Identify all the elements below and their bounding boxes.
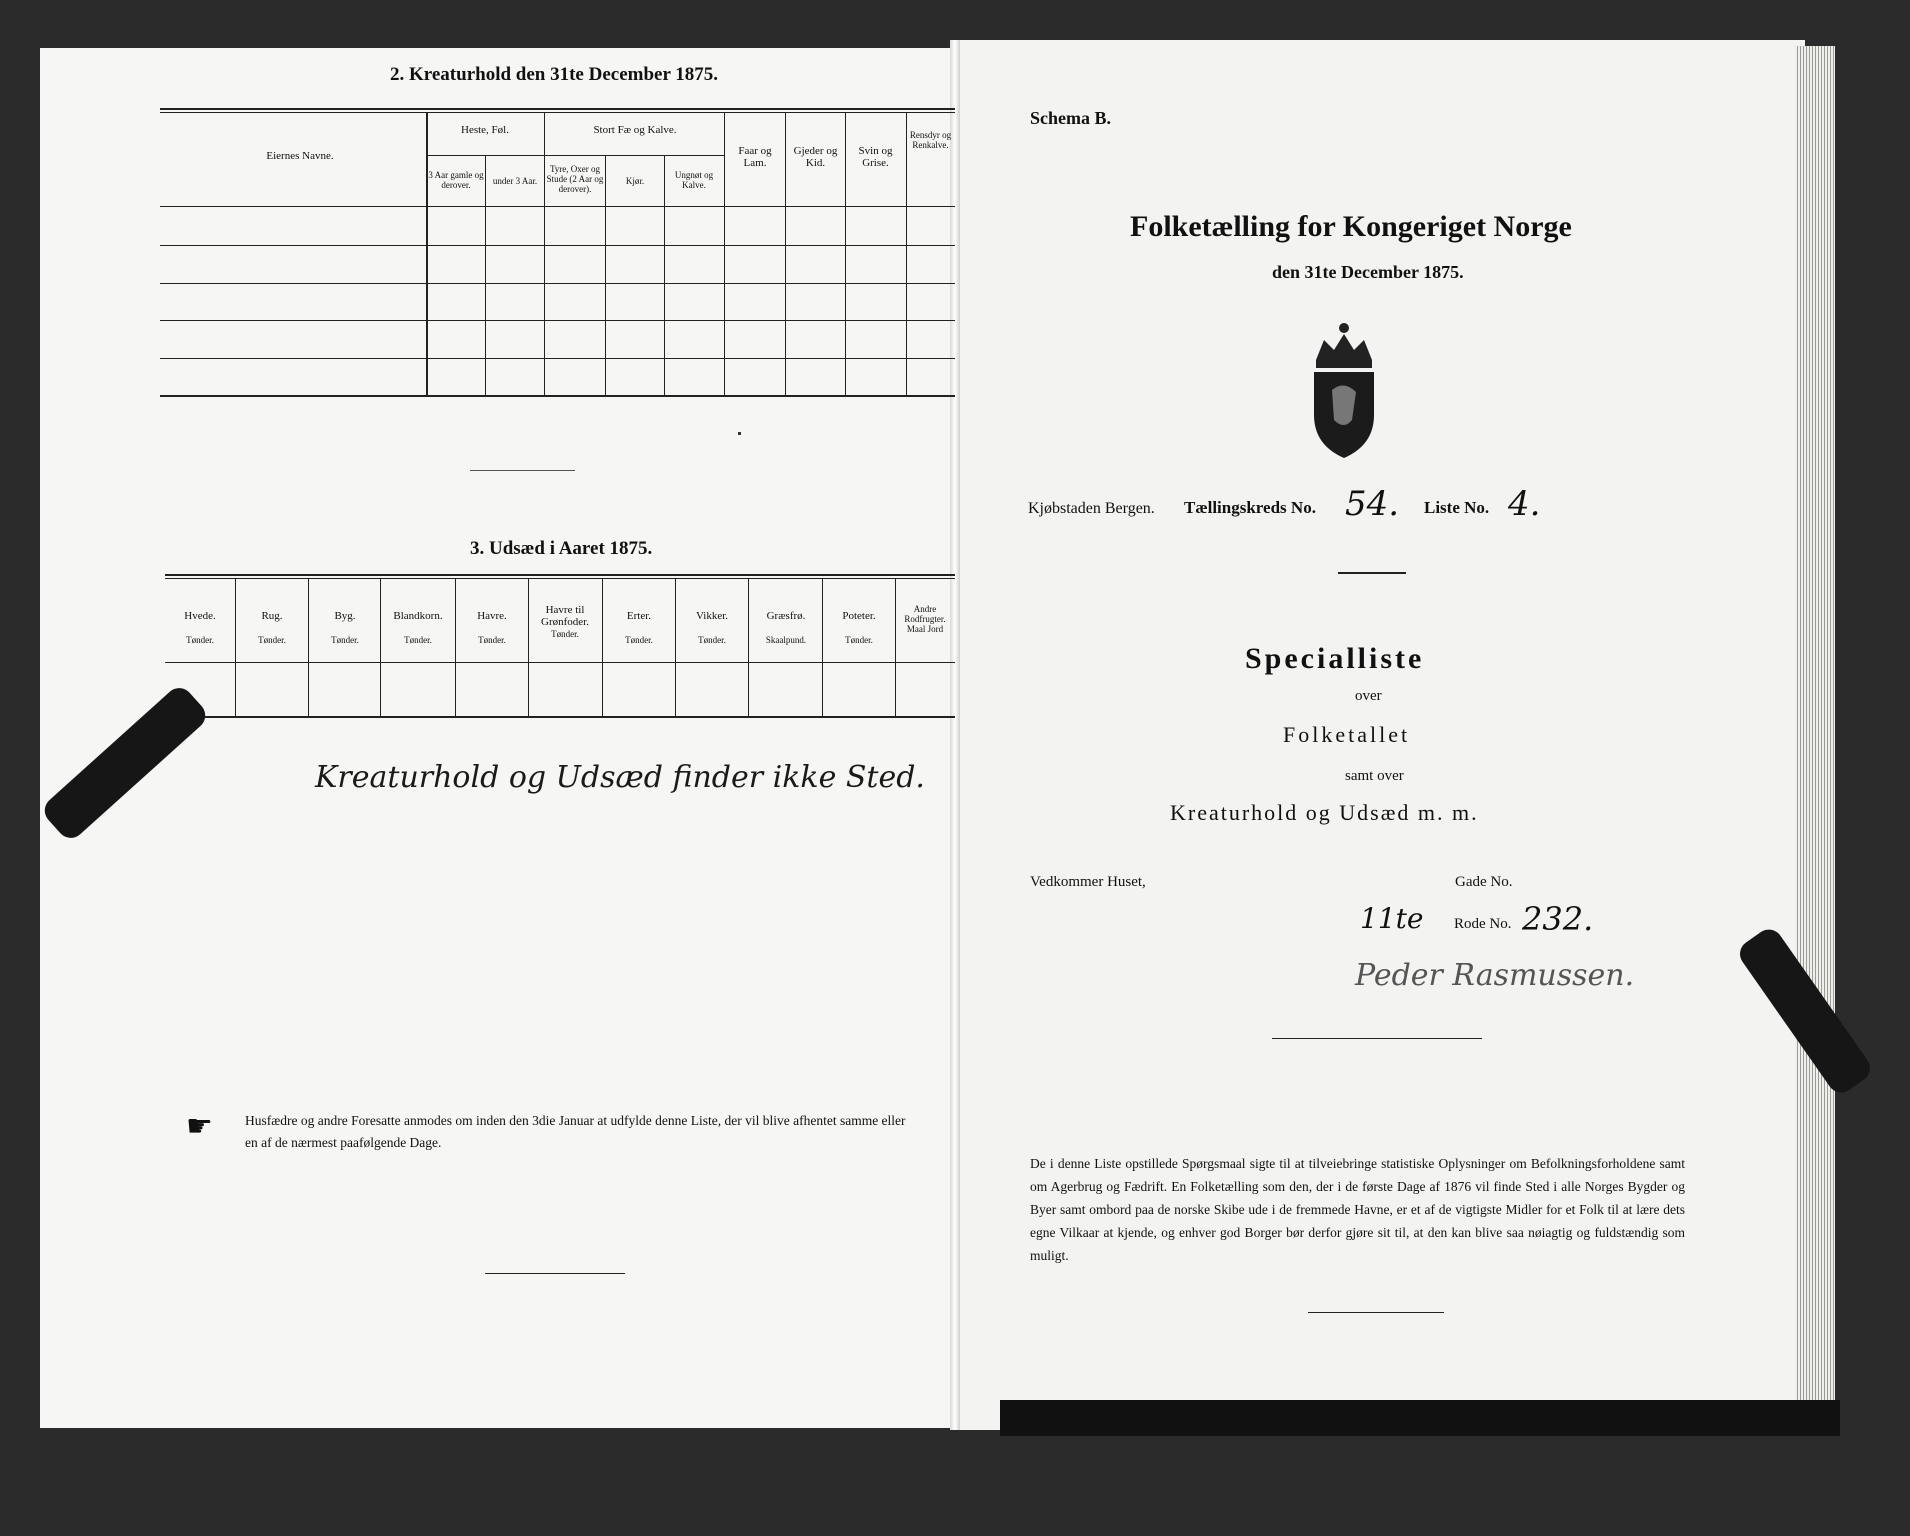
horses-3yr-header: 3 Aar gamle og derover.	[428, 170, 484, 190]
rode-label: Rode No.	[1454, 916, 1512, 932]
bottom-rule-right	[1308, 1312, 1444, 1313]
handwritten-note: Kreaturhold og Udsæd finder ikke Sted.	[315, 760, 925, 795]
horses-header: Heste, Føl.	[461, 124, 509, 136]
bulls-header: Tyre, Oxer og Stude (2 Aar og derover).	[546, 164, 604, 194]
section2-title: 2. Kreaturhold den 31te December 1875.	[390, 64, 719, 85]
decorative-dot	[738, 432, 741, 435]
list-label: Liste No.	[1424, 498, 1490, 517]
goats-header: Gjeder og Kid.	[793, 145, 838, 169]
notice-text: Husfædre og andre Foresatte anmodes om inden den 3die Januar at udfylde denne Liste, der vil blive afhentet samme eller en af de nærmest paafølgende Dage.	[245, 1113, 906, 1150]
col-graesfro: Græsfrø. Skaalpund.	[765, 610, 807, 645]
section3-title: 3. Udsæd i Aaret 1875.	[470, 538, 653, 559]
norwegian-coat-of-arms-icon	[1304, 320, 1384, 460]
rode-value: 232.	[1522, 900, 1594, 938]
district-label: Tællingskreds No.	[1184, 498, 1316, 517]
sheep-header: Faar og Lam.	[738, 145, 772, 169]
kreaturhold-line: Kreaturhold og Udsæd m. m.	[1170, 800, 1479, 825]
col-havre-gronfoder: Havre til Grønfoder. Tønder.	[541, 604, 589, 639]
bottom-rule-left	[485, 1273, 625, 1274]
col-havre: Havre. Tønder.	[477, 610, 507, 645]
col-blandkorn: Blandkorn. Tønder.	[393, 610, 443, 645]
samt-over-label: samt over	[1345, 768, 1404, 784]
pigs-header: Svin og Grise.	[858, 145, 893, 169]
owner-name-header: Eiernes Navne.	[266, 150, 334, 162]
schema-label: Schema B.	[1030, 108, 1111, 128]
book-cover-edge	[1000, 1400, 1840, 1436]
col-poteter: Poteter. Tønder.	[842, 610, 876, 645]
title-rule	[1338, 572, 1406, 574]
vedkommer-label: Vedkommer Huset,	[1030, 874, 1146, 890]
col-erter: Erter. Tønder.	[625, 610, 653, 645]
list-value: 4.	[1508, 484, 1541, 524]
census-date: den 31te December 1875.	[1272, 262, 1464, 282]
rode-prefix: 11te	[1360, 902, 1424, 935]
horses-under3-header: under 3 Aar.	[492, 176, 538, 186]
census-title: Folketælling for Kongeriget Norge	[1130, 210, 1572, 243]
pointing-hand-icon: ☛	[186, 1110, 213, 1143]
col-vikker: Vikker. Tønder.	[695, 610, 729, 645]
young-cattle-header: Ungnøt og Kalve.	[674, 170, 714, 190]
col-hvede: Hvede. Tønder.	[184, 610, 216, 645]
owner-signature: Peder Rasmussen.	[1355, 958, 1635, 993]
col-andre-rodfrugter: Andre Rodfrugter. Maal Jord	[904, 604, 946, 634]
cows-header: Kjør.	[625, 176, 645, 186]
page-edges	[1795, 46, 1835, 1426]
col-rug: Rug. Tønder.	[258, 610, 286, 645]
cattle-header: Stort Fæ og Kalve.	[593, 124, 677, 136]
book-spine	[950, 40, 960, 1430]
footer-text: De i denne Liste opstillede Spørgsmaal sigte til at tilveiebringe statistiske Oplysninger om Befolkningsforholdene samt om Agerbrug og Fædrift. En Folketælling som den, der i de første Dage af 1876 vil finde Sted i alle Norges Bygder og Byer samt ombord paa de norske Skibe ude i de fremmede Havne, er et af de vigtigste Midler for et Folk til at lære dets egne Vilkaar at kjende, og enhver god Borger bør derfor gjøre sit til, at den kan blive saa nøiagtig og fuldstændig som muligt.	[1030, 1156, 1685, 1263]
specialliste-title: Specialliste	[1245, 642, 1425, 675]
signature-rule	[1272, 1038, 1482, 1039]
over-label-1: over	[1355, 688, 1382, 704]
separator-rule	[470, 470, 575, 471]
district-value: 54.	[1345, 484, 1400, 524]
reindeer-header: Rensdyr og Renkalve.	[909, 130, 952, 150]
col-byg: Byg. Tønder.	[331, 610, 359, 645]
city-label: Kjøbstaden Bergen.	[1028, 500, 1155, 517]
gade-label: Gade No.	[1455, 874, 1513, 890]
folketallet-label: Folketallet	[1283, 722, 1411, 747]
